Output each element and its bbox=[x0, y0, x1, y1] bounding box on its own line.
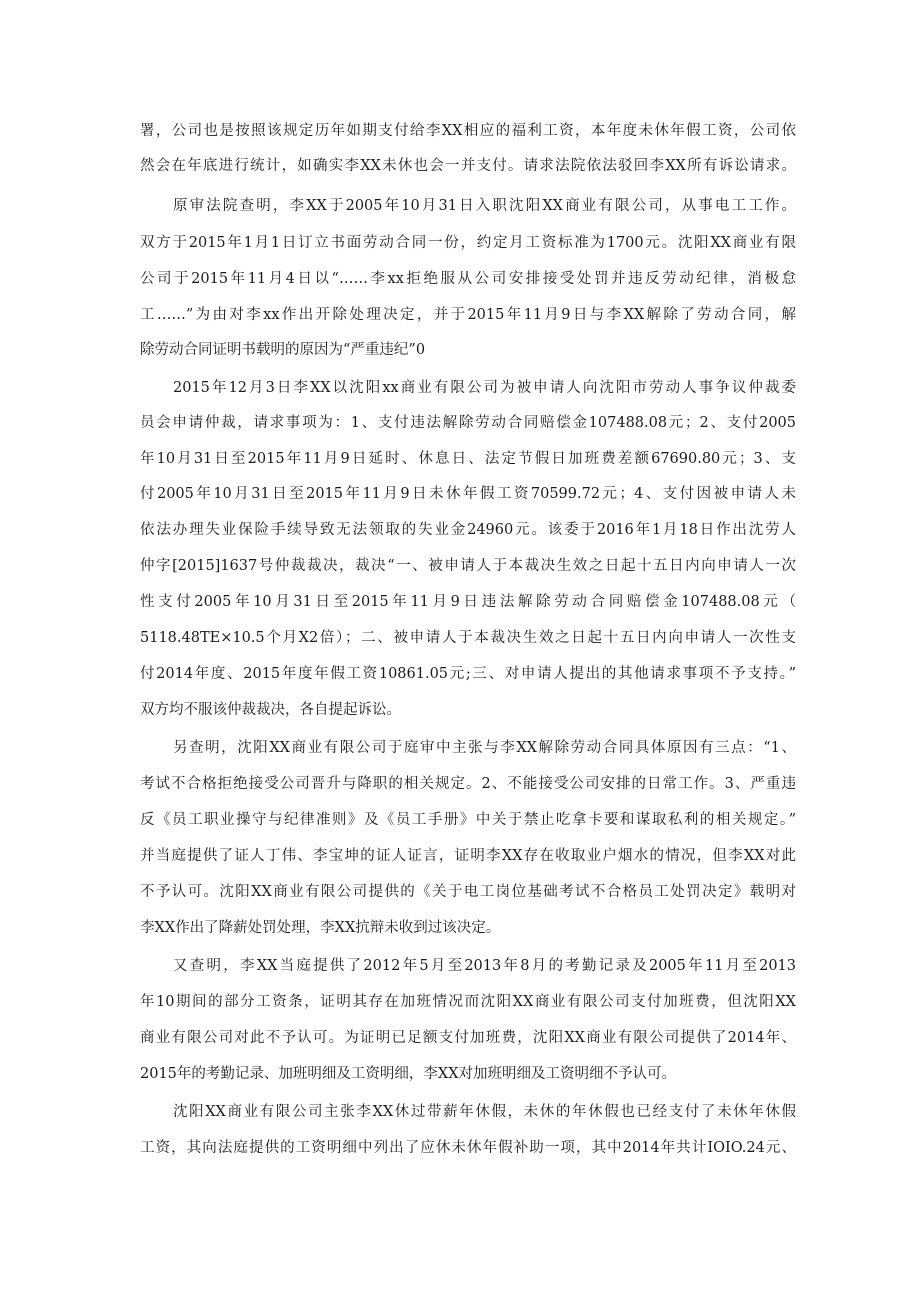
text-line: 员会申请仲裁，请求事项为：1、支付违法解除劳动合同赔偿金107488.08元；2、支付2005 bbox=[140, 415, 796, 431]
text-line: 工资，其向法庭提供的工资明细中列出了应休未休年假补助一项，其中2014年共计IOIO.24元、 bbox=[140, 1140, 796, 1156]
text-line: 年10月31日至2015年11月9日延时、休息日、法定节假日加班费差额67690.80元；3、支 bbox=[140, 451, 796, 467]
paragraph-start-line: 原审法院查明，李XX于2005年10月31日入职沈阳XX商业有限公司，从事电工工作。 bbox=[173, 198, 796, 214]
text-line: 公司于2015年11月4日以“……李xx拒绝服从公司安排接受处罚并违反劳动纪律，消极怠 bbox=[140, 271, 796, 287]
text-line: 年10期间的部分工资条，证明其存在加班情况而沈阳XX商业有限公司支付加班费，但沈阳XX bbox=[140, 994, 796, 1010]
paragraph-start-line: 沈阳XX商业有限公司主张李XX休过带薪年休假，未休的年休假也已经支付了未休年休假 bbox=[173, 1104, 796, 1120]
text-line: 然会在年底进行统计，如确实李XX未休也会一并支付。请求法院依法驳回李XX所有诉讼请求。 bbox=[140, 158, 796, 174]
text-line: 2015年的考勤记录、加班明细及工资明细，李XX对加班明细及工资明细不予认可。 bbox=[140, 1066, 677, 1082]
text-line: 不予认可。沈阳XX商业有限公司提供的《关于电工岗位基础考试不合格员工处罚决定》载明对 bbox=[140, 884, 796, 900]
text-line: 性支付2005年10月31日至2015年11月9日违法解除劳动合同赔偿金107488.08元（ bbox=[140, 594, 796, 610]
text-line: 双方均不服该仲裁裁决，各自提起诉讼。 bbox=[140, 702, 401, 718]
text-line: 并当庭提供了证人丁伟、李宝坤的证人证言，证明李XX存在收取业户烟水的情况，但李XX对此 bbox=[140, 848, 796, 864]
text-line: 工……”为由对李xx作出开除处理决定，并于2015年11月9日与李XX解除了劳动合同，解 bbox=[140, 307, 796, 323]
text-line: 付2014年度、2015年度年假工资10861.05元;三、对申请人提出的其他请求事项不予支持。” bbox=[140, 666, 796, 682]
text-line: 仲字[2015]1637号仲裁裁决，裁决“一、被申请人于本裁决生效之日起十五日内向申请人一次 bbox=[140, 558, 796, 574]
paragraph-start-line: 又查明，李XX当庭提供了2012年5月至2013年8月的考勤记录及2005年11月至2013 bbox=[173, 958, 796, 974]
paragraph-start-line: 2015年12月3日李XX以沈阳xx商业有限公司为被申请人向沈阳市劳动人事争议仲裁委 bbox=[173, 380, 796, 396]
text-line: 署，公司也是按照该规定历年如期支付给李XX相应的福利工资，本年度未休年假工资，公司依 bbox=[140, 123, 796, 139]
paragraph-start-line: 另查明，沈阳XX商业有限公司于庭审中主张与李XX解除劳动合同具体原因有三点：“1、 bbox=[173, 740, 796, 756]
text-line: 商业有限公司对此不予认可。为证明已足额支付加班费，沈阳XX商业有限公司提供了2014年、 bbox=[140, 1030, 796, 1046]
text-line: 李XX作出了降薪处罚处理，李XX抗辩未收到过该决定。 bbox=[140, 920, 501, 936]
text-line: 双方于2015年1月1日订立书面劳动合同一份，约定月工资标准为1700元。沈阳XX商业有限 bbox=[140, 235, 796, 251]
text-line: 5118.48TE×10.5个月X2倍）；二、被申请人于本裁决生效之日起十五日内向申请人一次性支 bbox=[140, 630, 796, 646]
text-line: 付2005年10月31日至2015年11月9日未休年假工资70599.72元；4、支付因被申请人未 bbox=[140, 486, 796, 502]
text-line: 反《员工职业操守与纪律准则》及《员工手册》中关于禁止吃拿卡要和谋取私利的相关规定。” bbox=[140, 812, 796, 828]
text-line: 依法办理失业保险手续导致无法领取的失业金24960元。该委于2016年1月18日作出沈劳人 bbox=[140, 522, 796, 538]
text-line: 除劳动合同证明书载明的原因为“严重违纪”0 bbox=[140, 342, 426, 358]
text-line: 考试不合格拒绝接受公司晋升与降职的相关规定。2、不能接受公司安排的日常工作。3、严重违 bbox=[140, 776, 796, 792]
